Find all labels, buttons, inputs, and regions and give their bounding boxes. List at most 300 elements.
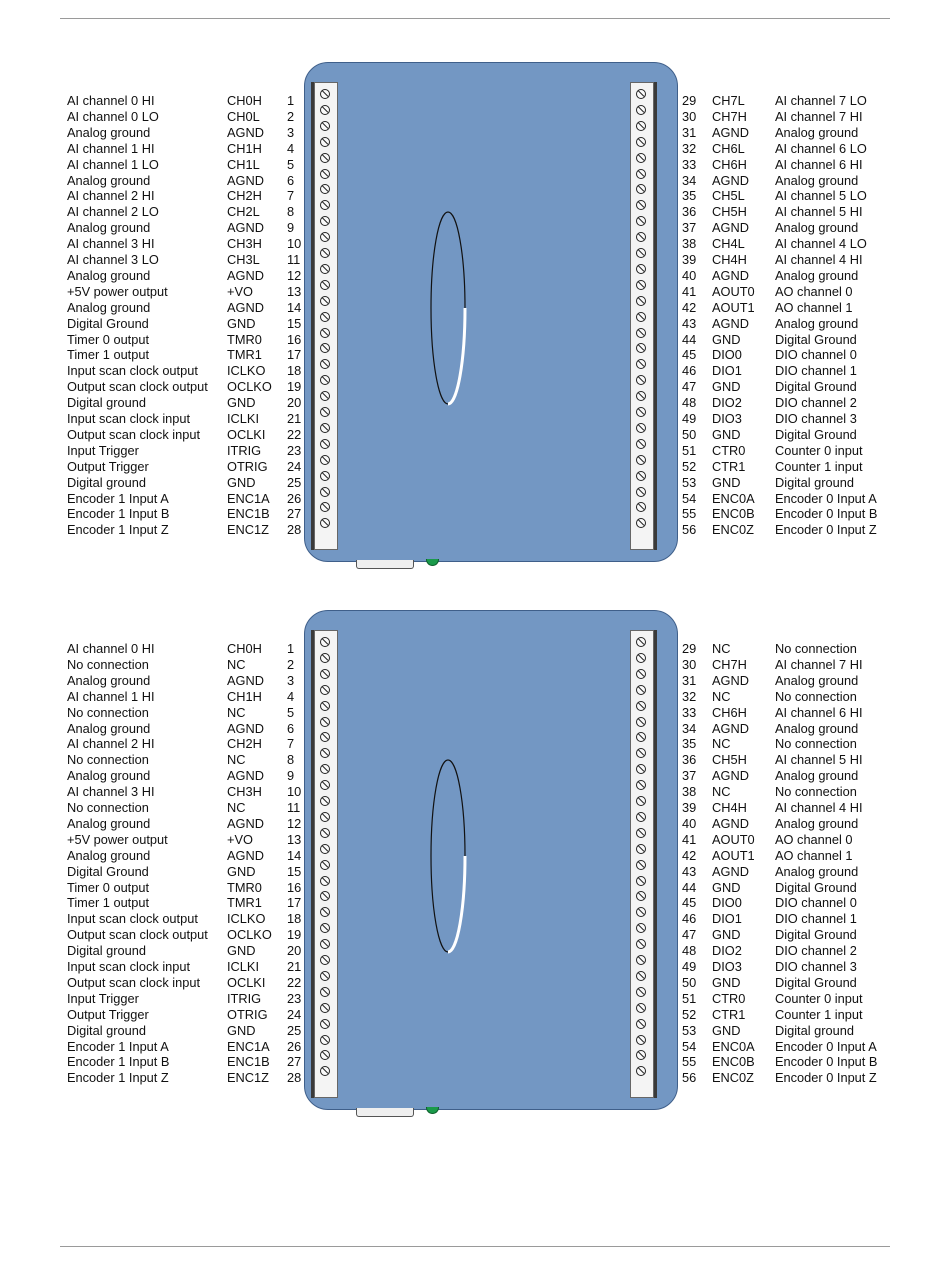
terminal-screw-icon xyxy=(636,200,646,210)
terminal-screw-icon xyxy=(320,812,330,822)
pin-number: 46 xyxy=(682,363,697,379)
pin-signal-name: ENC1Z xyxy=(227,1070,269,1086)
terminal-screw-icon xyxy=(320,216,330,226)
pin-number: 37 xyxy=(682,220,697,236)
terminal-screw-icon xyxy=(636,296,646,306)
terminal-screw-icon xyxy=(636,844,646,854)
pin-number: 56 xyxy=(682,522,697,538)
pin-description: Timer 1 output xyxy=(67,895,150,911)
pin-description: Digital Ground xyxy=(775,927,857,943)
pin-description: Output scan clock input xyxy=(67,426,201,442)
terminal-screw-icon xyxy=(636,455,646,465)
pin-description: Counter 1 input xyxy=(775,458,863,474)
pin-signal-name: OCLKO xyxy=(227,379,272,395)
terminal-screw-icon xyxy=(320,407,330,417)
pin-number: 5 xyxy=(287,704,295,720)
pin-signal-name: GND xyxy=(227,1022,256,1038)
pin-number: 4 xyxy=(287,688,295,704)
pin-description: Counter 0 input xyxy=(775,442,863,458)
pin-description: Output scan clock output xyxy=(67,927,208,943)
pin-number: 25 xyxy=(287,1022,302,1038)
pin-number: 13 xyxy=(287,283,302,299)
pin-description: Digital ground xyxy=(775,474,854,490)
pin-signal-name: NC xyxy=(227,800,246,815)
pin-number: 50 xyxy=(682,974,697,990)
pin-description: No connection xyxy=(775,736,857,752)
pin-number: 56 xyxy=(682,1070,697,1086)
pin-description: Input Trigger xyxy=(67,442,139,458)
terminal-screw-icon xyxy=(636,1066,646,1076)
terminal-screw-icon xyxy=(636,280,646,290)
terminal-screw-icon xyxy=(636,264,646,274)
pin-signal-name: AGND xyxy=(227,124,264,140)
pin-description: Encoder 1 Input A xyxy=(67,1038,169,1054)
pin-number: 18 xyxy=(287,911,302,927)
terminal-screw-icon xyxy=(636,153,646,163)
pin-description: Digital Ground xyxy=(775,974,857,990)
pin-number: 34 xyxy=(682,172,697,188)
pin-signal-name: CH6H xyxy=(712,704,747,720)
pin-number: 36 xyxy=(682,752,697,768)
pin-description: Analog ground xyxy=(775,124,859,140)
terminal-screw-icon xyxy=(320,375,330,385)
terminal-screw-icon xyxy=(636,653,646,663)
pin-number: 52 xyxy=(682,458,697,474)
pin-description: Analog ground xyxy=(67,815,151,831)
terminal-screw-icon xyxy=(636,812,646,822)
pin-description: Timer 0 output xyxy=(67,331,150,347)
pin-signal-name: GND xyxy=(227,943,256,959)
pin-number: 12 xyxy=(287,815,302,831)
pin-signal-name: DIO0 xyxy=(712,347,742,363)
terminal-screw-icon xyxy=(320,717,330,727)
terminal-screw-icon xyxy=(320,796,330,806)
pin-description: DIO channel 3 xyxy=(775,411,857,426)
terminal-screw-icon xyxy=(320,860,330,870)
pin-number: 38 xyxy=(682,784,697,800)
pin-description: Analog ground xyxy=(775,768,859,784)
terminal-screw-icon xyxy=(320,391,330,401)
terminal-screw-icon xyxy=(320,312,330,322)
terminal-screw-icon xyxy=(320,907,330,917)
pin-description: Analog ground xyxy=(67,172,151,188)
pin-number: 54 xyxy=(682,490,697,506)
terminal-screw-icon xyxy=(320,1019,330,1029)
terminal-screw-icon xyxy=(320,923,330,933)
terminal-screw-icon xyxy=(636,375,646,385)
device-board xyxy=(304,62,678,562)
pin-signal-name: ENC0B xyxy=(712,506,755,522)
pin-number: 49 xyxy=(682,959,697,974)
pin-number: 42 xyxy=(682,847,697,863)
pin-signal-name: CH4H xyxy=(712,800,747,815)
pin-signal-name: CH1H xyxy=(227,688,262,704)
pin-signal-name: DIO1 xyxy=(712,363,742,379)
pin-number: 45 xyxy=(682,895,697,911)
terminal-screw-icon xyxy=(636,1035,646,1045)
pin-signal-name: CH2H xyxy=(227,188,262,204)
pin-signal-name: GND xyxy=(227,395,256,411)
pin-signal-name: GND xyxy=(712,1022,741,1038)
pin-number: 52 xyxy=(682,1006,697,1022)
pin-description: Input scan clock output xyxy=(67,363,198,379)
pin-signal-name: ICLKI xyxy=(227,959,260,974)
terminal-screw-icon xyxy=(320,248,330,258)
pin-signal-name: AGND xyxy=(712,267,749,283)
pin-description: AI channel 5 HI xyxy=(775,204,863,220)
pin-description: Digital Ground xyxy=(775,379,857,395)
pin-number: 39 xyxy=(682,252,697,267)
pin-signal-name: ENC0A xyxy=(712,1038,755,1054)
terminal-screw-icon xyxy=(636,748,646,758)
pin-signal-name: CH7L xyxy=(712,93,745,108)
pin-description: Analog ground xyxy=(67,768,151,784)
pin-description: Encoder 0 Input B xyxy=(775,1054,878,1070)
terminal-screw-icon xyxy=(320,955,330,965)
pin-signal-name: NC xyxy=(712,736,731,752)
pin-signal-name: AGND xyxy=(712,124,749,140)
pin-signal-name: CH1L xyxy=(227,156,260,172)
pin-number: 17 xyxy=(287,347,302,363)
terminal-screw-icon xyxy=(636,343,646,353)
terminal-screw-icon xyxy=(636,939,646,949)
pin-signal-name: CH4H xyxy=(712,252,747,267)
pin-number: 3 xyxy=(287,672,295,688)
usb-connector xyxy=(356,560,414,569)
pin-number: 51 xyxy=(682,990,697,1006)
pin-signal-name: CH5L xyxy=(712,188,745,204)
terminal-screw-icon xyxy=(320,343,330,353)
pin-description: AI channel 1 LO xyxy=(67,156,159,172)
pin-description: Digital ground xyxy=(67,943,146,959)
pin-signal-name: CH0H xyxy=(227,641,262,656)
pin-number: 5 xyxy=(287,156,295,172)
pin-number: 37 xyxy=(682,768,697,784)
terminal-screw-icon xyxy=(320,455,330,465)
pin-description: +5V power output xyxy=(67,831,168,847)
pin-description: Input scan clock input xyxy=(67,411,191,426)
terminal-screw-icon xyxy=(320,264,330,274)
pin-description: Analog ground xyxy=(775,220,859,236)
pin-number: 24 xyxy=(287,1006,302,1022)
pin-number: 16 xyxy=(287,331,302,347)
pin-number: 48 xyxy=(682,395,697,411)
pin-description: AI channel 6 HI xyxy=(775,704,863,720)
pin-description: Encoder 1 Input Z xyxy=(67,1070,169,1086)
pin-signal-name: AOUT1 xyxy=(712,847,755,863)
pin-signal-name: AGND xyxy=(227,847,264,863)
terminal-screw-icon xyxy=(320,169,330,179)
pin-signal-name: CH6H xyxy=(712,156,747,172)
pin-signal-name: ICLKO xyxy=(227,911,266,927)
pin-number: 46 xyxy=(682,911,697,927)
pin-number: 25 xyxy=(287,474,302,490)
pin-number: 44 xyxy=(682,879,697,895)
pin-signal-name: ENC1B xyxy=(227,506,270,522)
pin-number: 36 xyxy=(682,204,697,220)
pin-number: 44 xyxy=(682,331,697,347)
pin-signal-name: CTR0 xyxy=(712,990,746,1006)
pin-description: AO channel 0 xyxy=(775,831,853,847)
pin-number: 7 xyxy=(287,188,295,204)
pin-signal-name: CTR1 xyxy=(712,1006,746,1022)
pin-signal-name: ENC0B xyxy=(712,1054,755,1070)
pin-number: 27 xyxy=(287,506,302,522)
terminal-screw-icon xyxy=(320,971,330,981)
pin-signal-name: AOUT1 xyxy=(712,299,755,315)
pin-signal-name: OCLKI xyxy=(227,426,266,442)
pin-description: DIO channel 1 xyxy=(775,911,857,927)
pin-number: 26 xyxy=(287,1038,302,1054)
terminal-screw-icon xyxy=(320,200,330,210)
terminal-screw-icon xyxy=(636,328,646,338)
pin-number: 47 xyxy=(682,927,697,943)
terminal-screw-icon xyxy=(636,121,646,131)
pin-signal-name: DIO3 xyxy=(712,959,742,974)
right-screw-terminal-strip xyxy=(630,630,654,1098)
pin-description: AI channel 0 LO xyxy=(67,108,159,124)
terminal-screw-icon xyxy=(636,518,646,528)
pin-signal-name: AGND xyxy=(712,720,749,736)
pin-number: 18 xyxy=(287,363,302,379)
pin-number: 28 xyxy=(287,522,302,538)
pin-signal-name: AGND xyxy=(227,720,264,736)
pin-number: 10 xyxy=(287,236,302,252)
pin-number: 9 xyxy=(287,768,295,784)
pin-description: Digital ground xyxy=(67,1022,146,1038)
pin-description: Encoder 0 Input A xyxy=(775,490,877,506)
pin-signal-name: CH4L xyxy=(712,236,745,252)
pin-description: Analog ground xyxy=(67,220,151,236)
terminal-screw-icon xyxy=(636,312,646,322)
pin-signal-name: ENC1A xyxy=(227,1038,270,1054)
pin-number: 31 xyxy=(682,672,697,688)
pin-description: Analog ground xyxy=(67,267,151,283)
pin-signal-name: CH1H xyxy=(227,140,262,156)
pin-description: AI channel 1 HI xyxy=(67,140,155,156)
terminal-screw-icon xyxy=(636,732,646,742)
pin-description: Encoder 0 Input B xyxy=(775,506,878,522)
terminal-screw-icon xyxy=(636,828,646,838)
status-led xyxy=(426,1107,439,1114)
pin-signal-name: OTRIG xyxy=(227,1006,268,1022)
right-screw-terminal-strip xyxy=(630,82,654,550)
pin-description: AI channel 0 HI xyxy=(67,641,155,656)
pin-description: AO channel 1 xyxy=(775,299,853,315)
pin-description: AI channel 4 HI xyxy=(775,252,863,267)
pin-number: 54 xyxy=(682,1038,697,1054)
pin-description: Input Trigger xyxy=(67,990,139,1006)
pin-number: 29 xyxy=(682,93,697,108)
terminal-screw-icon xyxy=(636,137,646,147)
pin-signal-name: NC xyxy=(227,752,246,768)
pin-number: 14 xyxy=(287,299,302,315)
pin-signal-name: AGND xyxy=(227,172,264,188)
pin-description: AI channel 4 LO xyxy=(775,236,867,252)
pin-description: Analog ground xyxy=(67,720,151,736)
pin-description: Digital Ground xyxy=(775,331,857,347)
pin-number: 48 xyxy=(682,943,697,959)
header-rule xyxy=(60,18,890,19)
pin-description: Analog ground xyxy=(775,815,859,831)
terminal-screw-icon xyxy=(320,280,330,290)
pin-signal-name: GND xyxy=(712,379,741,395)
board-ellipse-decoration xyxy=(428,210,472,410)
pin-number: 47 xyxy=(682,379,697,395)
terminal-screw-icon xyxy=(636,637,646,647)
pin-description: No connection xyxy=(775,784,857,800)
terminal-screw-icon xyxy=(320,828,330,838)
pin-signal-name: CH6L xyxy=(712,140,745,156)
pin-number: 33 xyxy=(682,156,697,172)
pin-signal-name: DIO0 xyxy=(712,895,742,911)
pin-signal-name: ENC1Z xyxy=(227,522,269,538)
pin-number: 15 xyxy=(287,315,302,331)
terminal-screw-icon xyxy=(320,780,330,790)
terminal-screw-icon xyxy=(636,876,646,886)
pin-description: AI channel 1 HI xyxy=(67,688,155,704)
terminal-screw-icon xyxy=(320,939,330,949)
pin-description: DIO channel 1 xyxy=(775,363,857,379)
pin-signal-name: DIO3 xyxy=(712,411,742,426)
pin-description: AI channel 4 HI xyxy=(775,800,863,815)
pin-number: 28 xyxy=(287,1070,302,1086)
terminal-screw-icon xyxy=(636,987,646,997)
pin-signal-name: ITRIG xyxy=(227,442,262,458)
pin-number: 8 xyxy=(287,752,295,768)
terminal-screw-icon xyxy=(320,359,330,369)
pin-number: 55 xyxy=(682,506,697,522)
pin-number: 53 xyxy=(682,474,697,490)
pin-number: 23 xyxy=(287,442,302,458)
pin-number: 35 xyxy=(682,188,697,204)
pin-description: Digital Ground xyxy=(775,879,857,895)
terminal-screw-icon xyxy=(320,653,330,663)
pin-signal-name: AGND xyxy=(227,815,264,831)
pin-description: +5V power output xyxy=(67,283,168,299)
pin-description: Analog ground xyxy=(775,172,859,188)
terminal-screw-icon xyxy=(636,471,646,481)
pin-signal-name: AOUT0 xyxy=(712,283,755,299)
pin-number: 45 xyxy=(682,347,697,363)
pin-signal-name: AGND xyxy=(712,768,749,784)
terminal-screw-icon xyxy=(636,487,646,497)
pin-description: Digital ground xyxy=(67,474,146,490)
pin-description: Analog ground xyxy=(67,299,151,315)
pin-description: Counter 0 input xyxy=(775,990,863,1006)
terminal-screw-icon xyxy=(320,184,330,194)
pin-number: 23 xyxy=(287,990,302,1006)
pin-description: Analog ground xyxy=(775,672,859,688)
pin-number: 8 xyxy=(287,204,295,220)
pin-signal-name: TMR0 xyxy=(227,331,262,347)
pin-description: DIO channel 0 xyxy=(775,895,857,911)
pin-number: 20 xyxy=(287,943,302,959)
pin-signal-name: CH2H xyxy=(227,736,262,752)
pin-description: AI channel 2 HI xyxy=(67,188,155,204)
footer-rule xyxy=(60,1246,890,1247)
pin-signal-name: NC xyxy=(227,704,246,720)
terminal-screw-icon xyxy=(636,232,646,242)
pin-number: 21 xyxy=(287,959,302,974)
pin-number: 40 xyxy=(682,267,697,283)
pin-description: Timer 1 output xyxy=(67,347,150,363)
pin-signal-name: CH3L xyxy=(227,252,260,267)
pin-number: 16 xyxy=(287,879,302,895)
pin-number: 39 xyxy=(682,800,697,815)
pin-signal-name: TMR0 xyxy=(227,879,262,895)
pin-signal-name: AOUT0 xyxy=(712,831,755,847)
status-led xyxy=(426,559,439,566)
pin-number: 33 xyxy=(682,704,697,720)
pin-description: Timer 0 output xyxy=(67,879,150,895)
pin-number: 30 xyxy=(682,656,697,672)
terminal-screw-icon xyxy=(636,685,646,695)
pin-signal-name: ICLKI xyxy=(227,411,260,426)
pin-number: 43 xyxy=(682,863,697,879)
terminal-screw-icon xyxy=(320,89,330,99)
terminal-screw-icon xyxy=(320,987,330,997)
pin-description: DIO channel 2 xyxy=(775,943,857,959)
pin-signal-name: AGND xyxy=(227,672,264,688)
pin-signal-name: CH0H xyxy=(227,93,262,108)
pin-description: Input scan clock input xyxy=(67,959,191,974)
terminal-screw-icon xyxy=(636,891,646,901)
terminal-screw-icon xyxy=(320,764,330,774)
terminal-screw-icon xyxy=(320,1003,330,1013)
pin-signal-name: AGND xyxy=(227,768,264,784)
pin-signal-name: CH7H xyxy=(712,656,747,672)
pin-description: Digital ground xyxy=(67,395,146,411)
pin-description: AI channel 5 LO xyxy=(775,188,867,204)
pin-signal-name: ICLKO xyxy=(227,363,266,379)
pin-description: Analog ground xyxy=(67,847,151,863)
pin-description: AO channel 1 xyxy=(775,847,853,863)
pin-signal-name: NC xyxy=(227,656,246,672)
terminal-screw-icon xyxy=(636,439,646,449)
terminal-screw-icon xyxy=(636,669,646,679)
terminal-screw-icon xyxy=(636,407,646,417)
pin-description: DIO channel 2 xyxy=(775,395,857,411)
terminal-screw-icon xyxy=(636,502,646,512)
terminal-screw-icon xyxy=(636,1019,646,1029)
pin-description: Encoder 0 Input Z xyxy=(775,522,877,538)
terminal-screw-icon xyxy=(636,717,646,727)
pin-signal-name: ENC0A xyxy=(712,490,755,506)
terminal-screw-icon xyxy=(636,780,646,790)
pin-number: 29 xyxy=(682,641,697,656)
terminal-screw-icon xyxy=(320,669,330,679)
terminal-screw-icon xyxy=(636,955,646,965)
pin-signal-name: ENC1A xyxy=(227,490,270,506)
terminal-screw-icon xyxy=(636,216,646,226)
pin-description: No connection xyxy=(67,800,149,815)
pin-description: Analog ground xyxy=(775,315,859,331)
terminal-screw-icon xyxy=(320,502,330,512)
pin-number: 17 xyxy=(287,895,302,911)
pin-description: Analog ground xyxy=(67,672,151,688)
pin-number: 10 xyxy=(287,784,302,800)
pin-signal-name: ITRIG xyxy=(227,990,262,1006)
pin-description: AI channel 3 HI xyxy=(67,236,155,252)
pin-number: 26 xyxy=(287,490,302,506)
terminal-screw-icon xyxy=(320,105,330,115)
pin-number: 3 xyxy=(287,124,295,140)
pin-description: AI channel 2 LO xyxy=(67,204,159,220)
pin-signal-name: OCLKI xyxy=(227,974,266,990)
pin-number: 4 xyxy=(287,140,295,156)
pin-signal-name: ENC1B xyxy=(227,1054,270,1070)
